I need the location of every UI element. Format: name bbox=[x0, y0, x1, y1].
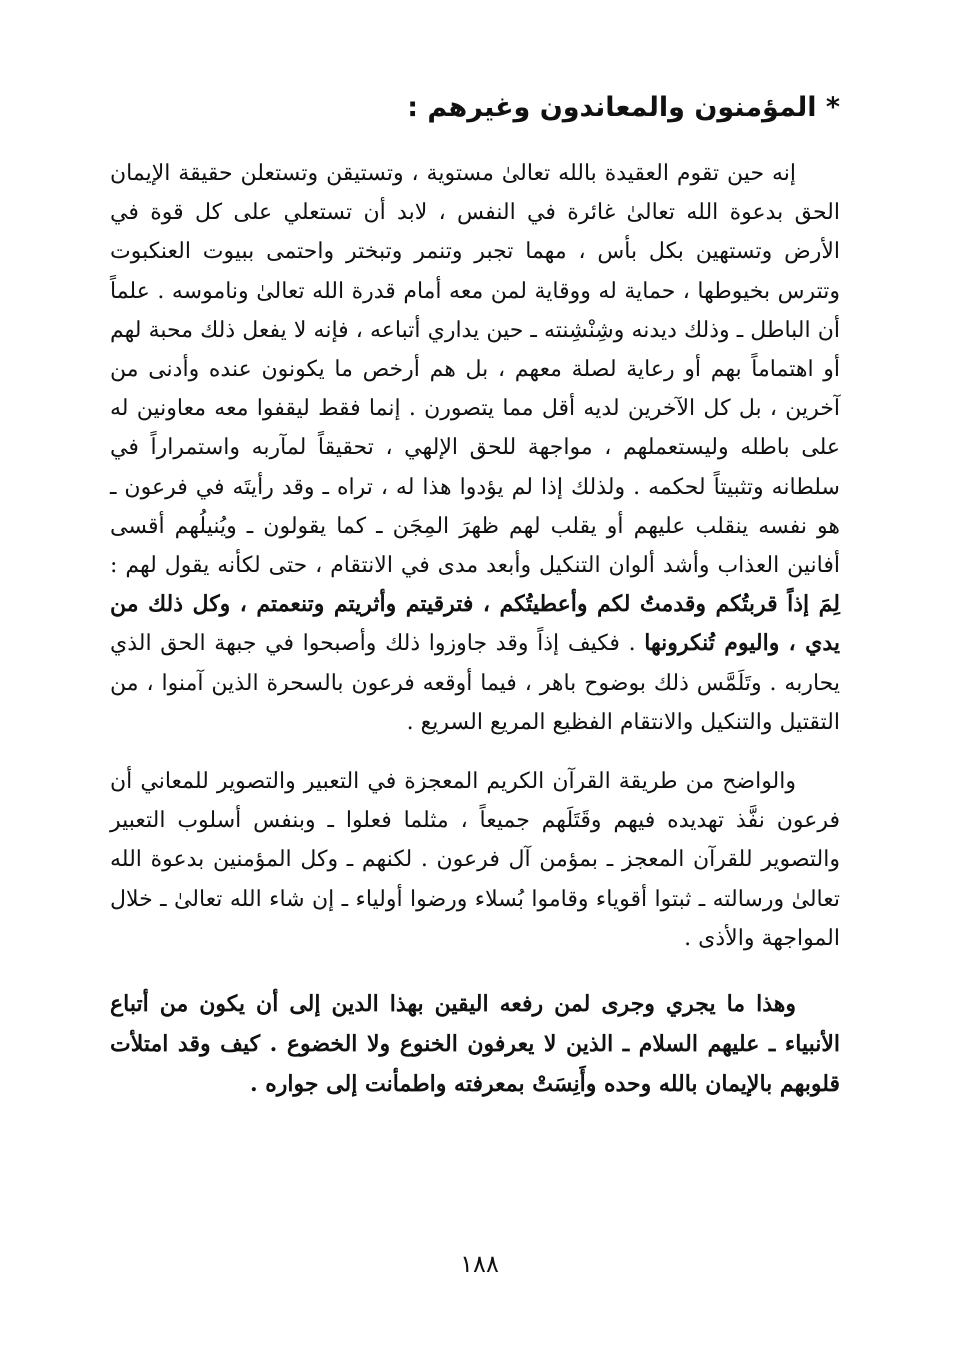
paragraph-2: والواضح من طريقة القرآن الكريم المعجزة في التعبير والتصوير للمعاني أن فرعون نفَّذ تهديده فيهم وقَتَلَهم جميعاً ، مثلما فعلوا ـ وبنفس أسلوب التعبير والتصوير للقرآن المعجز ـ بمؤمن آل فرعون . لكنهم ـ وكل المؤمنين بدعوة الله تعالىٰ ورسالته ـ ثبتوا أقوياء وقاموا بُسلاء ورضوا أولياء ـ إن شاء الله تعالىٰ ـ خلال المواجهة والأذى . bbox=[110, 769, 840, 951]
paragraph-1 bbox=[110, 154, 840, 742]
paragraph-3: وهذا ما يجري وجرى لمن رفعه اليقين بهذا الدين إلى أن يكون من أتباع الأنبياء ـ عليهم السلام ـ الذين لا يعرفون الخنوع ولا الخضوع . كيف وقد امتلأت قلوبهم بالإيمان بالله وحده وأَنِسَتْ بمعرفته واطمأنت إلى جواره . bbox=[110, 991, 840, 1098]
paragraph-1-text-b: . فكيف إذاً وقد جاوزوا ذلك وأصبحوا في جبهة الحق الذي يحاربه . وتَلَمَّس ذلك بوضوح باهر ، فيما أوقعه فرعون بالسحرة الذين آمنوا ، من التقتيل والتنكيل والانتقام الفظيع المريع السريع . bbox=[110, 631, 840, 735]
page-body bbox=[110, 88, 840, 1124]
section-heading: * المؤمنون والمعاندون وغيرهم : bbox=[407, 92, 840, 123]
paragraph-1-quote: لِمَ إذاً قربتُكم وقدمتُ لكم وأعطيتُكم ، فترقيتم وأثريتم وتنعمتم ، وكل ذلك من يدي ، واليوم تُنكرونها bbox=[110, 591, 841, 657]
page-number: ١٨٨ bbox=[460, 1250, 499, 1278]
paragraph-1-text-a: إنه حين تقوم العقيدة بالله تعالىٰ مستوية ، وتستيقن وتستعلن حقيقة الإيمان الحق بدعوة الله تعالىٰ غائرة في النفس ، لابد أن تستعلي على كل قوة في الأرض وتستهين بكل بأس ، مهما تجبر وتنمر وتبختر واحتمى ببيوت العنكبوت وتترس بخيوطها ، حماية له ووقاية لمن معه أمام قدرة الله تعالىٰ وناموسه . علماً أن الباطل ـ وذلك ديدنه وشِنْشِنته ـ حين يداري أتباعه ، فإنه لا يفعل ذلك محبة لهم أو اهتماماً بهم أو رعاية لصلة معهم ، بل هم أرخص ما يكونون عنده وأدنى من آخرين ، بل كل الآخرين لديه أقل مما يتصورن . إنما فقط ليقفوا معه معاونين له على باطله وليستعملهم ، مواجهة للحق الإلهي ، تحقيقاً لمآربه واستمراراً في سلطانه وتثبيتاً لحكمه . ولذلك إذا لم يؤدوا هذا له ، تراه ـ وقد رأيتَه في فرعون ـ هو نفسه ينقلب عليهم أو يقلب لهم ظهرَ المِجَن ـ كما يقولون ـ ويُنيلُهم أقسى أفانين العذاب وأشد ألوان التنكيل وأبعد مدى في الانتقام ، حتى لكأنه يقول لهم : bbox=[110, 161, 840, 579]
